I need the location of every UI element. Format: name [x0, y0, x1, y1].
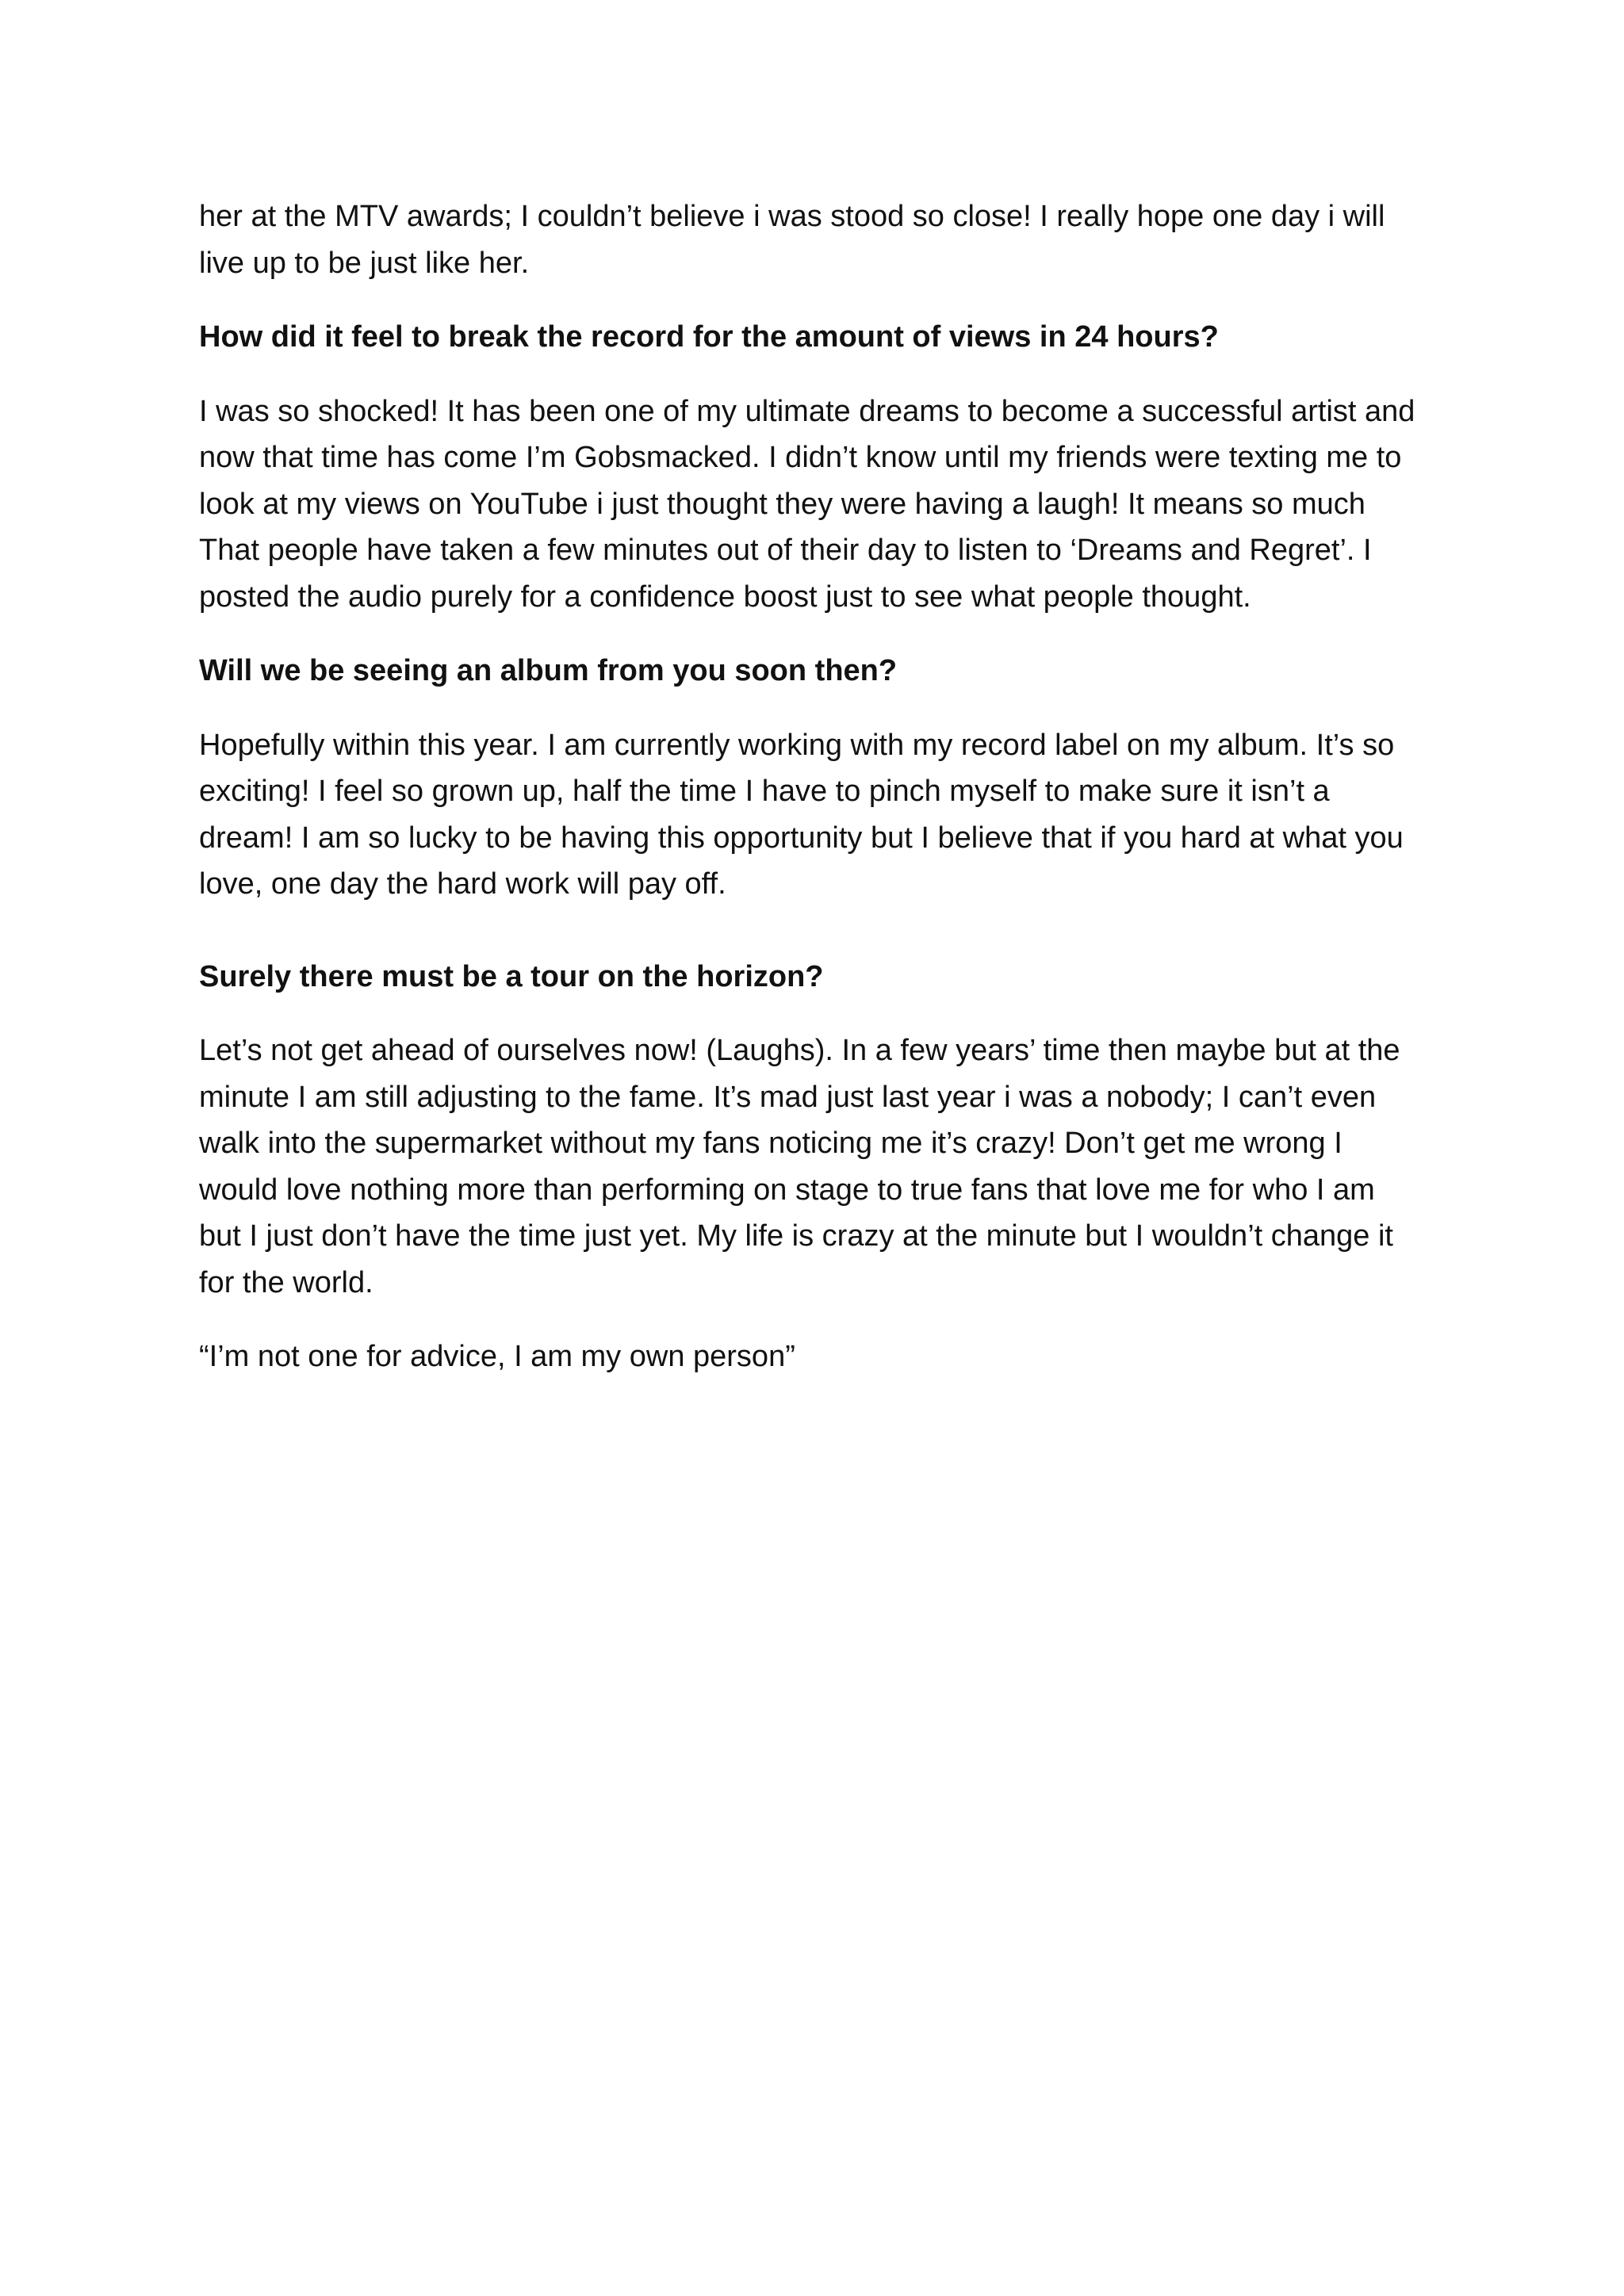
document-body — [199, 193, 1436, 1408]
interview-question: Surely there must be a tour on the horizon? — [199, 959, 824, 993]
interview-question: How did it feel to break the record for the amount of views in 24 hours? — [199, 320, 1219, 354]
interview-question: Will we be seeing an album from you soon then? — [199, 654, 898, 687]
answer-paragraph: her at the MTV awards; I couldn’t believe i was stood so close! I really hope one day i will live up to be just like her. — [199, 200, 1385, 280]
answer-paragraph: Hopefully within this year. I am currently working with my record label on my album. It’s so exciting! I feel so grown up, half the time I have to pinch myself to make sure it isn’t a dream! I am so lucky to be having this opportunity but I believe that if you hard at what you love, one day the hard work will pay off. — [199, 728, 1404, 901]
answer-paragraph: Let’s not get ahead of ourselves now! (Laughs). In a few years’ time then maybe but at the minute I am still adjusting to the fame. It’s mad just last year i was a nobody; I can’t even walk into the supermarket without my fans noticing me it’s crazy! Don’t get me wrong I would love nothing more than performing on stage to true fans that love me for who I am but I just don’t have the time just yet. My life is crazy at the minute but I wouldn’t change it for the world. — [199, 1034, 1400, 1299]
answer-paragraph: I was so shocked! It has been one of my ultimate dreams to become a successful artist and now that time has come I’m Gobsmacked. I didn’t know until my friends were texting me to look at my views on YouTube i just thought they were having a laugh! It means so much That people have taken a few minutes out of their day to listen to ‘Dreams and Regret’. I posted the audio purely for a confidence boost just to see what people thought. — [199, 394, 1415, 614]
pull-quote: “I’m not one for advice, I am my own person” — [199, 1340, 795, 1373]
